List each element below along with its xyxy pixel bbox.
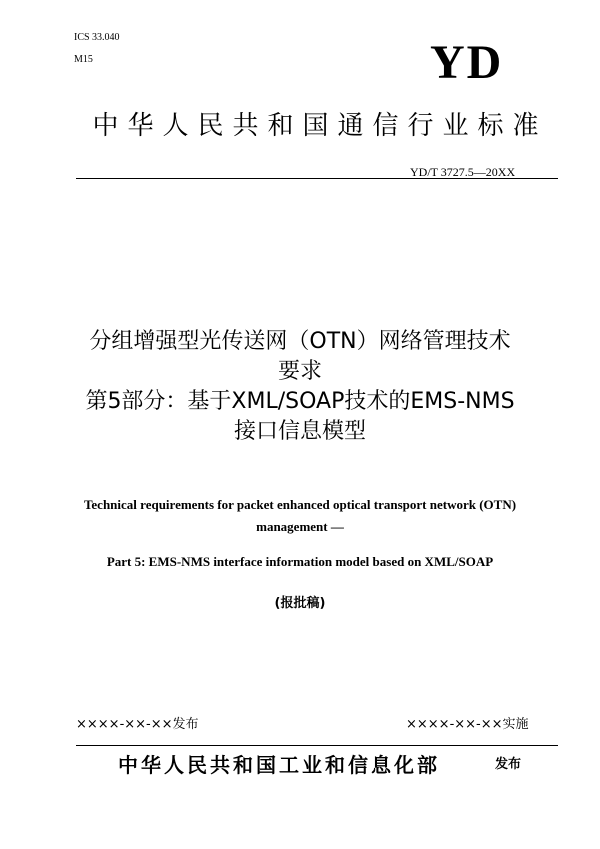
header-divider <box>76 178 558 179</box>
draft-status: (报批稿) <box>274 596 326 611</box>
yd-logo: YD <box>430 36 504 89</box>
chinese-title-line-2: 要求 <box>277 359 322 384</box>
standard-number: YD/T 3727.5—20XX <box>410 165 516 179</box>
classification-code: M15 <box>74 54 93 65</box>
standard-title: 中华人民共和国通信行业标准 <box>92 111 548 141</box>
chinese-title-line-3: 第5部分：基于XML/SOAP技术的EMS-NMS <box>85 389 515 414</box>
publisher-name: 中华人民共和国工业和信息化部 <box>118 753 440 777</box>
issue-date: ××××-××-××发布 <box>76 717 199 732</box>
english-part-title: Part 5: EMS-NMS interface information model based on XML/SOAP <box>106 554 494 569</box>
footer-divider <box>76 745 558 746</box>
publish-label: 发布 <box>495 757 522 772</box>
english-title-line-1: Technical requirements for packet enhanced optical transport network (OTN) <box>83 497 517 512</box>
chinese-title-line-4: 接口信息模型 <box>233 419 366 444</box>
english-title-line-2: management — <box>256 519 344 534</box>
english-title <box>40 494 560 538</box>
implementation-date: ××××-××-××实施 <box>406 717 529 732</box>
chinese-title <box>40 327 560 447</box>
ics-code: ICS 33.040 <box>74 32 120 43</box>
chinese-title-line-1: 分组增强型光传送网（OTN）网络管理技术 <box>89 329 511 354</box>
